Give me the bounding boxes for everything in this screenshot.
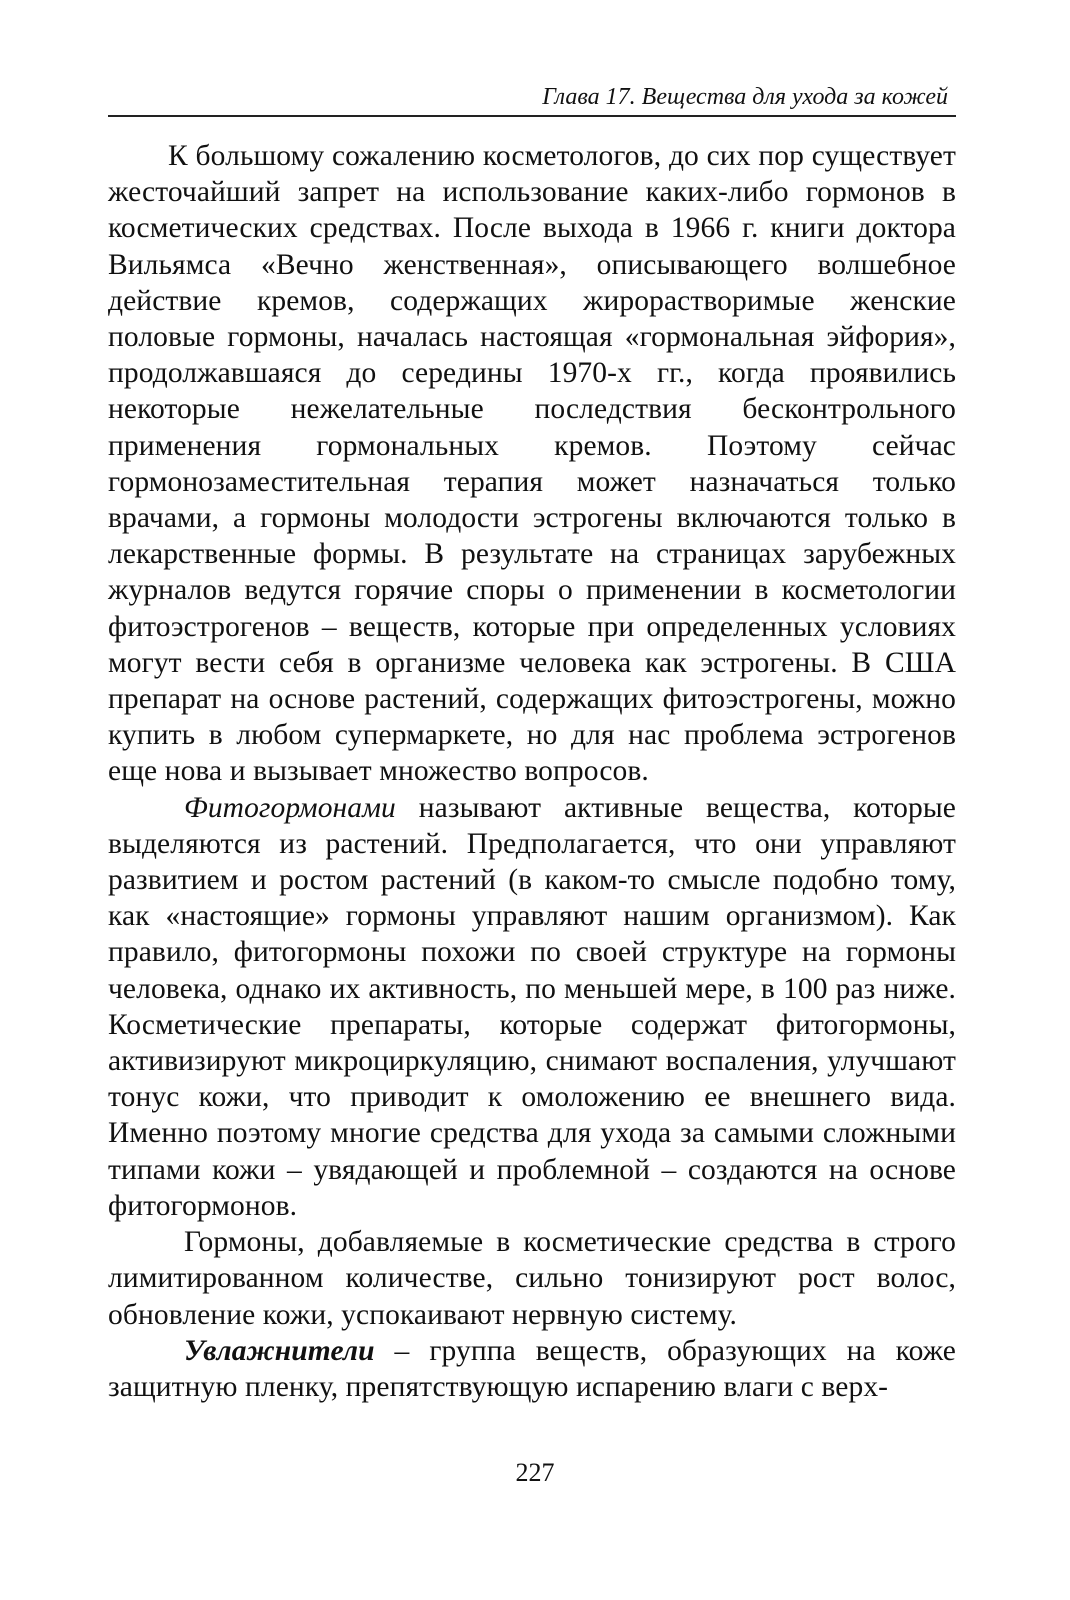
header-rule [108, 115, 956, 117]
term-moisturizers: Увлажнители [184, 1334, 375, 1367]
page-number: 227 [515, 1458, 555, 1487]
paragraph-text: называют активные вещества, которые выделяются из растений. Предполагается, что они управляют развитием и ростом растений (в каком-то смысле подобно тому, как «настоящие» гормоны управляют нашим организмом). Как правило, фитогормоны похожи по своей структуре на гормоны человека, однако их активность, по меньшей мере, в 100 раз ниже. Косметические препараты, которые содержат фитогормоны, активизируют микроциркуляцию, снимают воспаления, улучшают тонус кожи, что приводит к омоложению ее внешнего вида. Именно поэтому многие средства для ухода за самыми сложными типами кожи – увядающей и проблемной – создаются на основе фитогормонов. [108, 791, 956, 1222]
body-text [108, 138, 956, 1405]
paragraph-phytohormones [108, 790, 956, 1224]
paragraph-hormone-ban [108, 138, 956, 790]
running-head: Глава 17. Вещества для ухода за кожей [542, 84, 948, 110]
term-phytohormones: Фитогормонами [184, 791, 396, 824]
paragraph-hormones-effect [108, 1224, 956, 1333]
paragraph-text: – группа веществ, образующих на коже защитную пленку, препятствующую испарению влаги с верх- [108, 1334, 956, 1403]
paragraph-moisturizers [108, 1333, 956, 1405]
paragraph-text: К большому сожалению косметологов, до сих пор существует жесточайший запрет на использование каких-либо гормонов в косметических средствах. После выхода в 1966 г. книги доктора Вильямса «Вечно женственная», описывающего волшебное действие кремов, содержащих жирорастворимые женские половые гормоны, началась настоящая «гормональная эйфория», продолжавшаяся до середины 1970-х гг., когда проявились некоторые нежелательные последствия бесконтрольного применения гормональных кремов. Поэтому сейчас гормонозаместительная терапия может назначаться только врачами, а гормоны молодости эстрогены включаются только в лекарственные формы. В результате на страницах зарубежных журналов ведутся горячие споры о применении в косметологии фитоэстрогенов – веществ, которые при определенных условиях могут вести себя в организме человека как эстрогены. В США препарат на основе растений, содержащих фитоэстрогены, можно купить в любом супермаркете, но для нас проблема эстрогенов еще нова и вызывает множество вопросов. [108, 140, 956, 788]
paragraph-text: Гормоны, добавляемые в косметические средства в строго лимитированном количестве, сильно тонизируют рост волос, обновление кожи, успокаивают нервную систему. [108, 1226, 956, 1331]
